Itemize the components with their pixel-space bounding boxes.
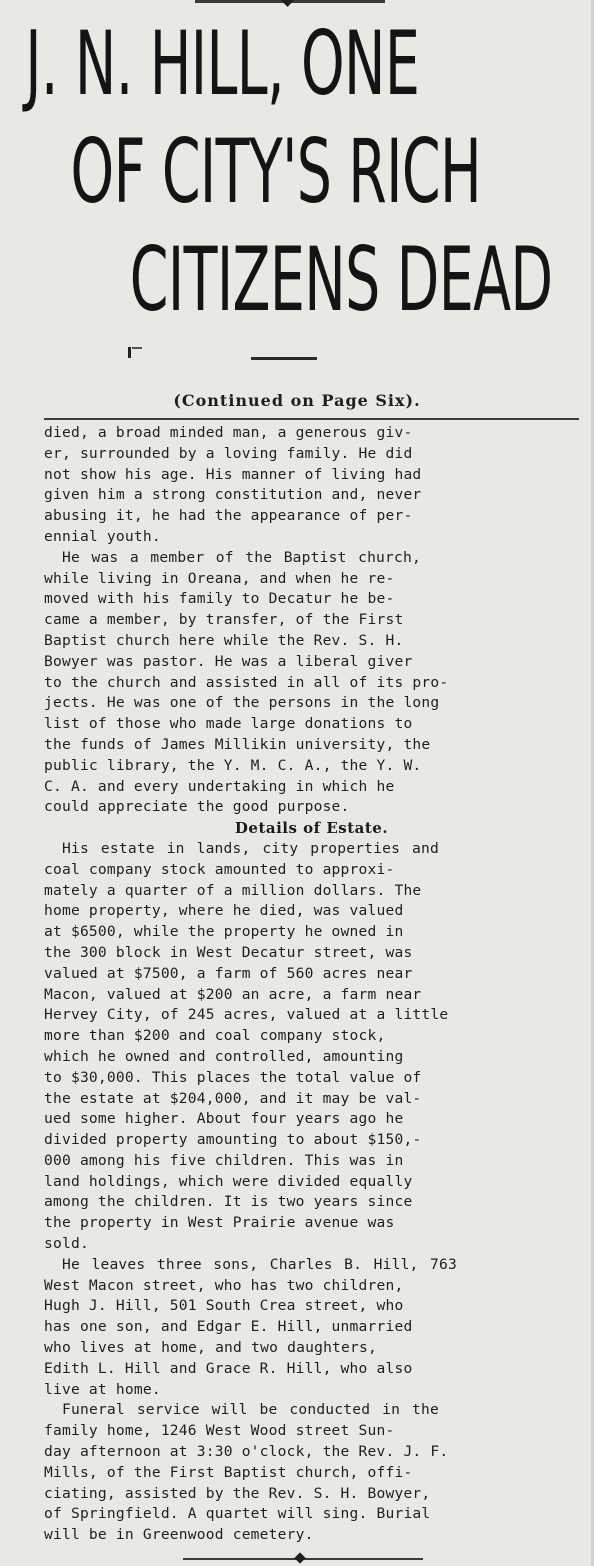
text-line: given him a strong constitution and, never <box>44 486 422 504</box>
text-line: West Macon street, who has two children, <box>44 1276 404 1294</box>
text-line: which he owned and controlled, amounting <box>44 1047 404 1065</box>
text-line: came a member, by transfer, of the First <box>44 611 404 629</box>
text-line: mately a quarter of a million dollars. The <box>44 881 422 899</box>
text-line: to $30,000. This places the total value of <box>44 1068 422 1086</box>
text-line: day afternoon at 3:30 o'clock, the Rev. J. F. <box>44 1443 449 1461</box>
text-line: abusing it, he had the appearance of per- <box>44 507 413 525</box>
text-line: the funds of James Millikin university, the <box>44 735 431 753</box>
text-line: Edith L. Hill and Grace R. Hill, who also <box>44 1359 413 1377</box>
text-line: His estate in lands, city properties and <box>62 839 439 857</box>
headline-divider-rule <box>251 357 317 360</box>
headline-line-3: CITIZENS DEAD <box>129 228 553 331</box>
text-line: ciating, assisted by the Rev. S. H. Bowyer, <box>44 1484 431 1502</box>
text-line: will be in Greenwood cemetery. <box>44 1526 314 1544</box>
headline <box>0 10 594 334</box>
text-line: Bowyer was pastor. He was a liberal giver <box>44 652 413 670</box>
text-line: of Springfield. A quartet will sing. Burial <box>44 1505 431 1523</box>
text-line: Hugh J. Hill, 501 South Crea street, who <box>44 1297 404 1315</box>
body-top-rule <box>44 418 579 420</box>
text-line: more than $200 and coal company stock, <box>44 1027 386 1045</box>
text-line: could appreciate the good purpose. <box>44 798 350 816</box>
text-line: to the church and assisted in all of its pro- <box>44 673 449 691</box>
text-line: died, a broad minded man, a generous giv- <box>44 424 413 441</box>
text-line: live at home. <box>44 1380 161 1398</box>
text-line: Hervey City, of 245 acres, valued at a little <box>44 1006 449 1024</box>
print-blemish-mark <box>126 345 134 357</box>
text-line: moved with his family to Decatur he be- <box>44 590 395 608</box>
text-line: the estate at $204,000, and it may be val- <box>44 1089 422 1107</box>
text-line: has one son, and Edgar E. Hill, unmarried <box>44 1318 413 1336</box>
text-line: er, surrounded by a loving family. He did <box>44 444 413 462</box>
paragraph-2 <box>44 548 579 818</box>
text-line: among the children. It is two years since <box>44 1193 413 1211</box>
text-line: the 300 block in West Decatur street, was <box>44 943 413 961</box>
text-line: 000 among his five children. This was in <box>44 1151 404 1169</box>
text-line: Macon, valued at $200 an acre, a farm near <box>44 985 422 1003</box>
text-line: Baptist church here while the Rev. S. H. <box>44 631 404 649</box>
top-rule-ornament <box>281 0 294 7</box>
text-line: sold. <box>44 1235 89 1253</box>
article-body <box>44 423 579 1546</box>
text-line: home property, where he died, was valued <box>44 902 404 920</box>
text-line: ennial youth. <box>44 527 161 545</box>
text-line: ued some higher. About four years ago he <box>44 1110 404 1128</box>
text-line: at $6500, while the property he owned in <box>44 923 404 941</box>
text-line: He leaves three sons, Charles B. Hill, 763 <box>62 1255 457 1273</box>
paragraph-3 <box>44 839 579 1255</box>
headline-line-2: OF CITY'S RICH <box>70 120 482 223</box>
text-line: Funeral service will be conducted in the <box>62 1401 439 1419</box>
bottom-rule-ornament <box>294 1552 305 1563</box>
paragraph-1 <box>44 423 579 548</box>
text-line: while living in Oreana, and when he re- <box>44 569 395 587</box>
text-line: list of those who made large donations to <box>44 715 413 733</box>
text-line: who lives at home, and two daughters, <box>44 1339 377 1357</box>
text-line: family home, 1246 West Wood street Sun- <box>44 1422 395 1440</box>
text-line: He was a member of the Baptist church, <box>62 548 421 566</box>
text-line: land holdings, which were divided equally <box>44 1172 413 1190</box>
text-line: the property in West Prairie avenue was <box>44 1214 395 1232</box>
paragraph-5 <box>44 1400 579 1546</box>
subhead-details-of-estate: Details of Estate. <box>234 819 389 838</box>
continued-note: (Continued on Page Six). <box>173 391 421 410</box>
text-line: divided property amounting to about $150,- <box>44 1131 422 1149</box>
text-line: valued at $7500, a farm of 560 acres near <box>44 964 413 982</box>
text-line: public library, the Y. M. C. A., the Y. W. <box>44 756 422 774</box>
paragraph-4 <box>44 1255 579 1401</box>
text-line: coal company stock amounted to approxi- <box>44 860 395 878</box>
text-line: jects. He was one of the persons in the long <box>44 694 440 712</box>
headline-line-1: J. N. HILL, ONE <box>25 12 420 115</box>
text-line: not show his age. His manner of living had <box>44 465 422 483</box>
text-line: C. A. and every undertaking in which he <box>44 777 395 795</box>
text-line: Mills, of the First Baptist church, offi- <box>44 1463 413 1481</box>
